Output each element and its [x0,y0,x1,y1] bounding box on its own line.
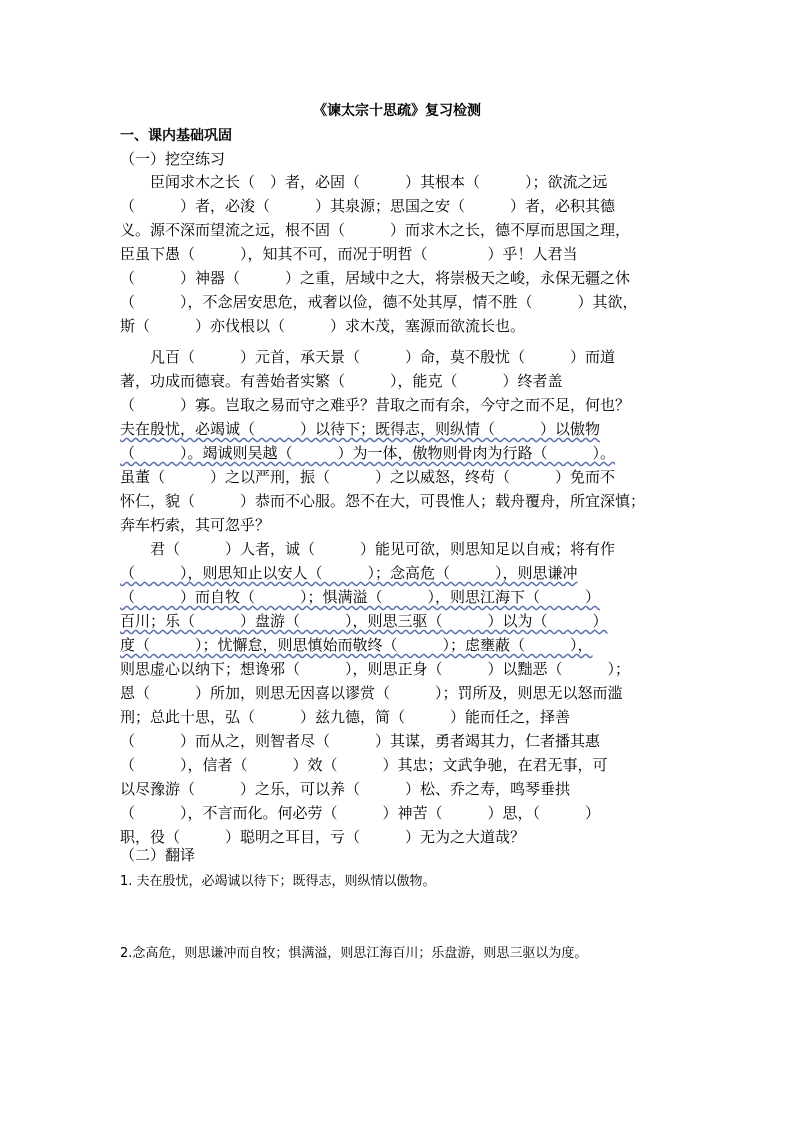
subheading-fill-blanks: （一）挖空练习 [120,150,226,168]
passage-line: 君（ ）人者，诚（ ）能见可欲，则思知足以自戒；将有作 [120,540,616,558]
passage-line: （ ）神器（ ）之重，居域中之大，将崇极天之峻，永保无疆之休 [120,269,631,287]
passage-line: 义。源不深而望流之远，根不固（ ）而求木之长，德不厚而思国之理， [120,221,631,239]
passage-line: 著，功成而德衰。有善始者实繁（ ），能克（ ）终者盖 [120,372,563,390]
passage-line: 怀仁，貌（ ）恭而不心服。怨不在大，可畏惟人；载舟覆舟，所宜深慎； [120,492,646,510]
translation-item-2: 2.念高危，则思谦冲而自牧；惧满溢，则思江海百川；乐盘游，则思三驱以为度。 [120,946,588,961]
passage-line: 恩（ ）所加，则思无因喜以谬赏（ ）；罚所及，则思无以怒而滥 [120,684,623,702]
passage-line: 虽董（ ）之以严刑，振（ ）之以威怒，终苟（ ）免而不 [120,468,616,486]
passage-line: 以尽豫游（ ）之乐，可以养（ ）松、乔之寿，鸣琴垂拱 [120,780,571,798]
passage-line: 夫在殷忧，必竭诚（ ）以待下；既得志，则纵情（ ）以傲物 [120,420,601,438]
passage-line: （ ），不言而化。何必劳（ ）神苦（ ）思，（ ） [120,804,601,822]
passage-line: 臣闻求木之长（ ）者，必固（ ）其根本（ ）；欲流之远 [120,173,608,191]
passage-line: 刑；总此十思，弘（ ）兹九德，简（ ）能而任之，择善 [120,708,571,726]
passage-line: 百川；乐（ ）盘游（ ），则思三驱（ ）以为（ ） [120,612,608,630]
passage-line: （ ）而从之，则智者尽（ ）其谋，勇者竭其力，仁者播其惠 [120,732,601,750]
page-title: 《谏太宗十思疏》复习检测 [313,103,481,119]
passage-line: 臣虽下愚（ ），知其不可，而况于明哲（ ）乎！人君当 [120,245,578,263]
passage-line: 奔车朽索，其可忽乎？ [120,516,271,534]
passage-line: （ ），信者（ ）效（ ）其忠；文武争驰，在君无事，可 [120,756,608,774]
passage-line: （ ），则思知止以安人（ ）；念高危（ ），则思谦冲 [120,564,578,582]
passage-line: （ ）寡。岂取之易而守之难乎？昔取之而有余，今守之而不足，何也？ [120,396,631,414]
passage-line: （ ）。竭诚则吴越（ ）为一体，傲物则骨肉为行路（ ）。 [120,444,616,462]
passage-line: 则思虚心以纳下；想谗邪（ ），则思正身（ ）以黜恶（ ）； [120,660,631,678]
passage-line: 凡百（ ）元首，承天景（ ）命，莫不殷忧（ ）而道 [120,348,616,366]
passage-line: 斯（ ）亦伐根以（ ）求木茂，塞源而欲流长也。 [120,317,526,335]
section-heading-1: 一、课内基础巩固 [120,128,232,144]
passage-line: 职，役（ ）聪明之耳目，亏（ ）无为之大道哉？ [120,828,526,846]
passage-line: （ ）者，必浚（ ）其泉源；思国之安（ ）者，必积其德 [120,197,616,215]
passage-line: （ ）而自牧（ ）；惧满溢（ ），则思江海下（ ） [120,588,601,606]
passage-line: 度（ ）；忧懈怠，则思慎始而敬终（ ）；虑壅蔽（ ）， [120,636,593,654]
passage-line: （ ），不念居安思危，戒奢以俭，德不处其厚，情不胜（ ）其欲， [120,293,638,311]
subheading-translation: （二）翻译 [120,846,196,864]
translation-item-1: 1. 夫在殷忧，必竭诚以待下；既得志，则纵情以傲物。 [120,874,436,889]
